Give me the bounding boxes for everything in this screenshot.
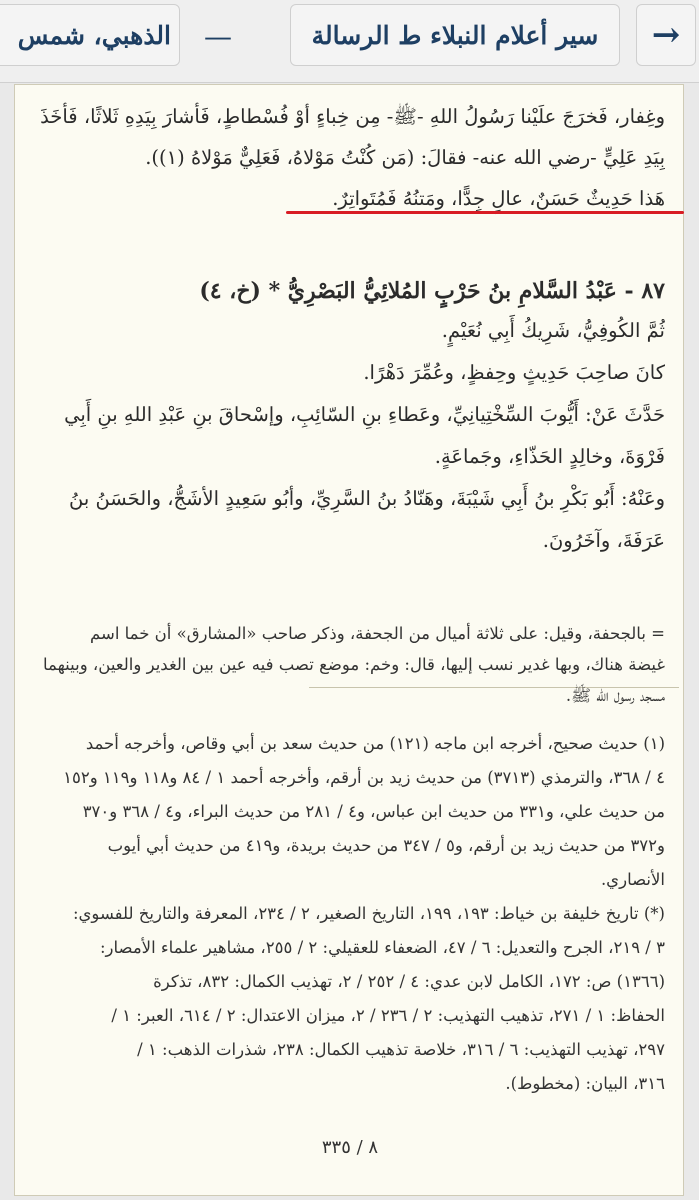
text-line: وعَنْهُ: أَبُو بَكْرِ بنُ أَبِي شَيْبَةَ، وهَنّادُ بنُ السَّرِيِّ، وأبُو سَعِيدٍ الأشَجُّ، والحَسَنُ بنُ bbox=[68, 487, 665, 510]
footnote-line: غيضة هناك، وبها غدير نسب إليها، قال: وخم: موضع تصب فيه عين بين الغدير والعين، وبينهما bbox=[43, 655, 665, 674]
text-line: وغِفار، فَخرَجَ علَيْنا رَسُولُ اللهِ -ﷺ- مِن خِباءٍ أوْ فُسْطاطٍ، فَأشارَ بِيَدِهِ ثَلاثًا، فَأخَذَ bbox=[40, 105, 665, 128]
book-page bbox=[14, 84, 684, 1196]
text-line: حَدَّثَ عَنْ: أَيُّوبَ السِّخْتِيانِيِّ، وعَطاءِ بنِ السّائِبِ، وإسْحاقَ بنِ عَبْدِ اللهِ بنِ أَبِي bbox=[64, 403, 665, 426]
entry-heading: ٨٧ - عَبْدُ السَّلامِ بنُ حَرْبٍ المُلائِيُّ البَصْرِيُّ * (خ، ٤) bbox=[199, 278, 665, 304]
footnote-line: (*) تاريخ خليفة بن خياط: ١٩٣، ١٩٩، التاريخ الصغير، ٢ / ٢٣٤، المعرفة والتاريخ للفسوي: bbox=[72, 904, 665, 923]
footnote-line: ٢٩٧، تهذيب التهذيب: ٦ / ٣١٦، خلاصة تذهيب الكمال: ٢٣٨، شذرات الذهب: ١ / bbox=[137, 1040, 665, 1059]
title-separator: — bbox=[204, 20, 232, 53]
footnote-line: (١) حديث صحيح، أخرجه ابن ماجه (١٢١) من حديث سعد بن أبي وقاص، وأخرجه أحمد bbox=[85, 734, 665, 753]
text-line: فَرْوَةَ، وخالِدٍ الحَذّاءِ، وجَماعَةٍ. bbox=[434, 445, 665, 468]
highlighted-text-line: هَذا حَدِيثٌ حَسَنٌ، عالٍ جِدًّا، ومَتنُهُ فَمُتَواتِرٌ. bbox=[332, 187, 665, 210]
text-line: عَرَفَةَ، وآخَرُونَ. bbox=[542, 529, 665, 552]
footnote-line: من حديث علي، و٣٣١ من حديث ابن عباس، و٤ / ٢٨١ من حديث البراء، و٤ / ٣٦٨ و٣٧٠ bbox=[82, 802, 665, 821]
footnote-line: الأنصاري. bbox=[600, 870, 665, 889]
footnote-line: مسجد رسول الله ﷺ. bbox=[565, 686, 665, 705]
book-title-label: سير أعلام النبلاء ط الرسالة bbox=[311, 20, 599, 50]
footnote-line: = بالجحفة، وقيل: على ثلاثة أميال من الجحفة، وذكر صاحب «المشارق» أن خما اسم bbox=[90, 624, 665, 643]
footnote-line: ٤ / ٣٦٨، والترمذي (٣٧١٣) من حديث زيد بن أرقم، وأخرجه أحمد ١ / ٨٤ و١١٨ و١١٩ و١٥٢ bbox=[63, 768, 665, 787]
text-line: كانَ صاحِبَ حَدِيثٍ وحِفظٍ، وعُمِّرَ دَهْرًا. bbox=[363, 361, 665, 384]
footnote-line: الحفاظ: ١ / ٢٧١، تذهيب التهذيب: ٢ / ٢٣٦ / ٢، ميزان الاعتدال: ٢ / ٦١٤، العبر: ١ / bbox=[111, 1006, 665, 1025]
author-label: الذهبي، شمس bbox=[17, 20, 171, 50]
footnote-line: ٣ / ٢١٩، الجرح والتعديل: ٦ / ٤٧، الضعفاء للعقيلي: ٢ / ٢٥٥، مشاهير علماء الأمصار: bbox=[99, 938, 665, 957]
footnote-line: (١٣٦٦) ص: ١٧٢، الكامل لابن عدي: ٤ / ٢٥٢ / ٢، تهذيب الكمال: ٨٣٢، تذكرة bbox=[153, 972, 665, 991]
page-number: ٨ / ٣٣٥ bbox=[321, 1137, 379, 1158]
footnote-line: و٣٧٢ من حديث زيد بن أرقم، و٥ / ٣٤٧ من حديث بريدة، و٤١٩ من حديث أبي أيوب bbox=[107, 836, 665, 855]
text-line: ثُمَّ الكُوفِيُّ، شَرِيكُ أَبِي نُعَيْمٍ. bbox=[441, 319, 665, 342]
book-title-button[interactable] bbox=[290, 4, 620, 66]
footnote-line: ٣١٦، البيان: (مخطوط). bbox=[505, 1074, 665, 1093]
red-underline-mark bbox=[286, 211, 684, 214]
author-button[interactable] bbox=[0, 4, 180, 66]
text-line: بِيَدِ عَلِيٍّ -رضي الله عنه- فقالَ: (مَن كُنْتُ مَوْلاهُ، فَعَلِيٌّ مَوْلاهُ (١)). bbox=[145, 146, 665, 169]
top-bar bbox=[0, 0, 699, 83]
back-arrow-icon[interactable]: → bbox=[636, 4, 696, 66]
